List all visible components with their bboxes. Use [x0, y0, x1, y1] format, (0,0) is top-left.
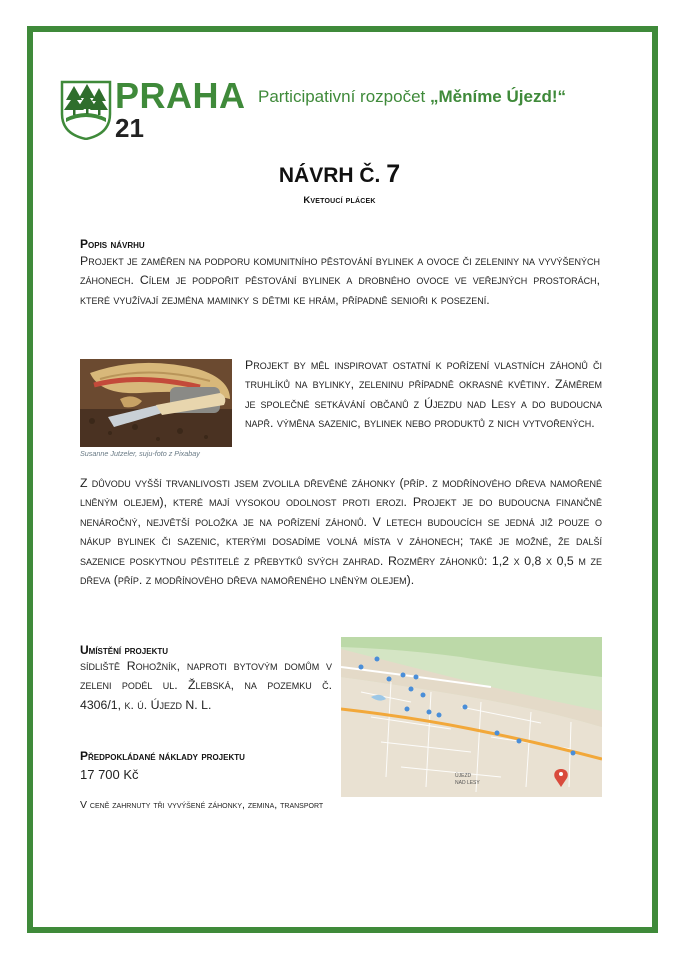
description-text-3: Z důvodu vyšší trvanlivosti jsem zvolila dřevěné záhonky (příp. z modřínového dřeva namořené lněným olejem), které mají vysokou odolnost proti erozi. Projekt je do budoucna finančně nenáročný, největší položka je na pořízení záhonů. V letech budoucích se jedná již pouze o nákup bylinek či sazenic, kterými dosadíme volná místa v záhonech; také je možné, že další sazenice poskytnou pěstitelé z přebytků svých zahrad. Rozměry záhonků: 1,2 x 0,8 x 0,5 m ze dřeva (příp. z modřínového dřeva namořeného lněným olejem).	[80, 476, 602, 588]
header-prefix: Participativní rozpočet	[258, 87, 430, 106]
description-section	[80, 237, 600, 310]
map-label-line-2: NAD LESY	[455, 780, 480, 786]
description-heading: Popis návrhu	[80, 237, 145, 251]
costs-note: V ceně zahrnuty tři vyvýšené záhonky, zemina, transport	[80, 799, 324, 811]
proposal-title	[0, 160, 679, 189]
location-map	[341, 637, 602, 797]
proposal-name: Kvetoucí plácek	[303, 195, 376, 206]
location-section	[80, 643, 332, 715]
praha21-logo	[60, 75, 246, 148]
description-materials	[80, 474, 602, 590]
proposal-number: 7	[386, 160, 401, 188]
header-campaign: „Měníme Újezd!“	[429, 87, 566, 106]
logo-wordmark: PRAHA	[115, 75, 246, 116]
costs-value: 17 700 Kč	[80, 767, 139, 782]
coat-of-arms-icon	[60, 78, 112, 140]
description-text: Projekt je zaměřen na podporu komunitního pěstování bylinek a ovoce či zeleniny na vyvýšených záhonech. Cílem je podpořit pěstování bylinek a drobného ovoce ve veřejných prostorách, které využívají zejména maminky s dětmi ke hrám, případně senioři k posezení.	[80, 254, 600, 307]
photo-caption: Susanne Jutzeler, suju-foto z Pixabay	[80, 449, 200, 458]
map-label-line-1: ÚJEZD	[455, 773, 472, 779]
costs-heading: Předpokládané náklady projektu	[80, 749, 245, 763]
description-continued	[245, 356, 602, 434]
location-heading: Umístění projektu	[80, 643, 169, 657]
proposal-title-prefix: NÁVRH Č.	[278, 164, 387, 187]
logo-district-number: 21	[115, 113, 144, 143]
garden-tools-photo	[80, 359, 232, 447]
description-text-2: Projekt by měl inspirovat ostatní k pořízení vlastních záhonů či truhlíků na bylinky, zeleninu případně okrasné květiny. Záměrem je společné setkávání občanů z Újezdu nad Lesy a do budoucna např. výměna sazenic, bylinek nebo produktů z nich vytvořených.	[245, 358, 602, 431]
header-title	[258, 87, 566, 107]
location-text: sídliště Rohožník, naproti bytovým domům v zeleni podél ul. Žlebská, na pozemku č. 4306/1, k. ú. Újezd N. L.	[80, 659, 332, 712]
